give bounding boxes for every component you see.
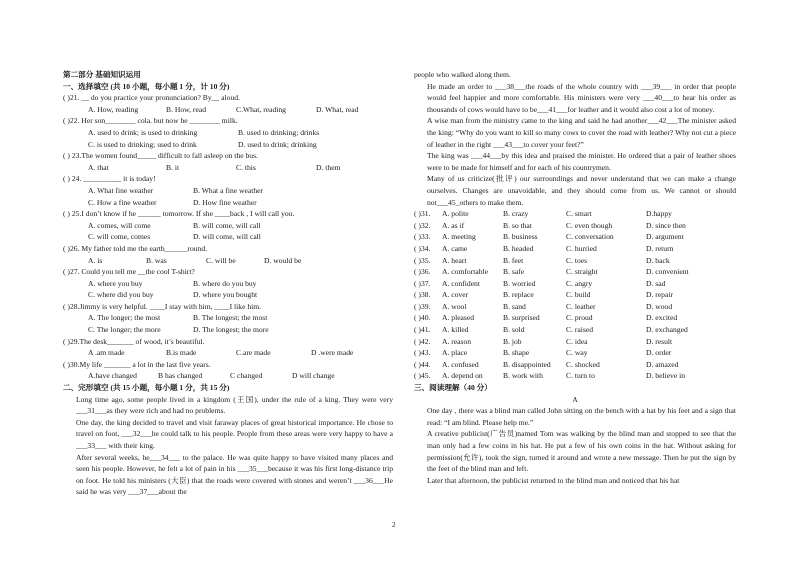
part-title: 第二部分 基础知识运用 <box>63 70 141 79</box>
option: C. even though <box>566 220 613 230</box>
reading-paragraph: A creative publicist(广告员)named Tom was walking by the blind man and stopped to see that the man only had a few coins in his hat. He put a few of his own coins in the hat. Without asking for permission(允许), took the sign, turned it around and wrote a new message. Then he put the sign by the feet of the blind man and left. <box>427 429 736 474</box>
cloze-option-row <box>414 347 736 359</box>
section-3-title: 三、阅读理解（40 分） <box>414 383 492 393</box>
option: B. worried <box>503 278 536 288</box>
options-27-ab <box>63 278 393 290</box>
option: B. was <box>146 255 167 265</box>
cloze-option-row <box>414 312 736 324</box>
option: B. disappointed <box>503 359 551 369</box>
reading-paragraph: One day , there was a blind man called John sitting on the bench with a hat by his feet and a sign that read: “I am blind. Please help me.” <box>427 406 736 427</box>
option: D. would be <box>264 255 302 265</box>
question-21: ( )21. __ do you practice your pronunciation? By__ aloud. <box>63 93 240 103</box>
option: B. work with <box>503 371 543 381</box>
option: B. The longest; the most <box>193 313 268 323</box>
option: A. killed <box>442 325 469 335</box>
cloze-option-row <box>414 231 736 243</box>
reading-paragraph: Later that afternoon, the publicist returned to the blind man and noticed that his hat <box>427 475 680 485</box>
option: C. way <box>566 348 588 358</box>
option: A. What fine weather <box>88 185 154 195</box>
option: C. smart <box>566 209 592 219</box>
option: B. feet <box>503 255 524 265</box>
option: D. sad <box>646 278 666 288</box>
option: D. will come, will call <box>193 232 261 242</box>
option: A. wool <box>442 301 467 311</box>
cloze-paragraph: He made an order to ___38___the roads of the whole country with ___39___ in order that people would feel happier and more comfortable. His ministers were very ___40___to hear his order as thousands of cows would have to be___41___for leather and it would also cost a lot of money. <box>427 81 736 114</box>
page-number: 2 <box>392 521 396 529</box>
options-25-ab <box>63 220 393 232</box>
options-25-cd <box>63 231 393 243</box>
option: B has changed <box>158 371 203 381</box>
cloze-paragraph: Long time ago, some people lived in a kingdom (王国), under the rule of a king. They were very ___31___as they were rich and had no problems. <box>76 394 393 416</box>
option: A. comes, will come <box>88 220 151 230</box>
option: D. order <box>646 348 672 358</box>
option: B. business <box>503 232 538 242</box>
options-22-ab <box>63 127 393 139</box>
option: A. confused <box>442 359 479 369</box>
option: C. conversation <box>566 232 614 242</box>
options-28-ab <box>63 312 393 324</box>
option: A. cover <box>442 290 469 300</box>
cloze-paragraph: A wise man from the ministry came to the king and said he had another___42___The minister asked the king: “Why do you want to kill so many cows to cover the road with leather? Why not cut a piece of leather in the right ___43___to cover your feet?” <box>427 116 736 149</box>
option: A. where you buy <box>88 278 143 288</box>
options-29 <box>63 347 393 359</box>
question-number: ( )32. <box>414 220 431 230</box>
options-21 <box>63 104 393 116</box>
question-23: ( ) 23.The women found_____ difficult to fall asleep on the bus. <box>63 151 258 161</box>
option: B. it <box>166 162 180 172</box>
option: A. place <box>442 348 468 358</box>
cloze-option-row <box>414 243 736 255</box>
option: A. pleased <box>442 313 475 323</box>
cloze-paragraph: After several weeks, he___34___ to the palace. He was quite happy to have visited many places and seen his people. However, he felt a lot of pain in his ___35___because it was his first long-distance trip on foot. He told his ministers (大臣) that the roads were covered with stones and weren’t ___36___He said he was very ___37___about the <box>76 452 393 497</box>
option: A. as if <box>442 220 465 230</box>
cloze-paragraph: Many of us criticize(批评) our surroundings and never understand that we can make a change ourselves. Changes are unavoidable, and they should come from us. We cannot or should not___45_others to make them. <box>427 174 736 207</box>
option: B. replace <box>503 290 534 300</box>
cloze-option-row <box>414 278 736 290</box>
option: A. reason <box>442 336 472 346</box>
option: D. back <box>646 255 670 265</box>
question-number: ( )40. <box>414 313 431 323</box>
question-number: ( )38. <box>414 290 431 300</box>
option: D. believe in <box>646 371 686 381</box>
cloze-option-row <box>414 301 736 313</box>
question-number: ( )42. <box>414 336 431 346</box>
option: D. wood <box>646 301 673 311</box>
cloze-option-row <box>414 220 736 232</box>
option: A. polite <box>442 209 469 219</box>
option: D .were made <box>311 348 354 358</box>
option: B. so that <box>503 220 532 230</box>
cloze-option-row <box>414 266 736 278</box>
cloze-option-row <box>414 289 736 301</box>
option: C.What, reading <box>236 104 286 114</box>
option: C. will be <box>206 255 236 265</box>
option: D. How fine weather <box>193 197 257 207</box>
option: D. result <box>646 336 673 346</box>
option: C. turn to <box>566 371 595 381</box>
option: B. shape <box>503 348 530 358</box>
option: B. What a fine weather <box>193 185 264 195</box>
cloze-option-row <box>414 359 736 371</box>
option: A. meeting <box>442 232 476 242</box>
option: B. where do you buy <box>193 278 257 288</box>
cloze-option-row <box>414 208 736 220</box>
options-23 <box>63 162 393 174</box>
cloze-option-row <box>414 336 736 348</box>
question-30: ( )30.My life _______ a lot in the last five years. <box>63 359 211 369</box>
question-number: ( )31. <box>414 209 431 219</box>
option: A. comfortable <box>442 267 488 277</box>
option: A. confident <box>442 278 480 288</box>
question-number: ( )39. <box>414 301 431 311</box>
option: D. argument <box>646 232 684 242</box>
option: C. this <box>236 162 256 172</box>
option: A. How, reading <box>88 104 139 114</box>
option: D.happy <box>646 209 672 219</box>
question-24: ( ) 24. __________ it is today! <box>63 174 156 184</box>
option: D will change <box>292 371 335 381</box>
question-number: ( )44. <box>414 359 431 369</box>
option: C. straight <box>566 267 598 277</box>
option: C. The longer; the more <box>88 325 161 335</box>
question-number: ( )35. <box>414 255 431 265</box>
option: C. leather <box>566 301 596 311</box>
options-24-ab <box>63 185 393 197</box>
option: C. How a fine weather <box>88 197 157 207</box>
question-number: ( )41. <box>414 325 431 335</box>
cloze-option-row <box>414 324 736 336</box>
option: C. build <box>566 290 591 300</box>
option: A. is <box>88 255 103 265</box>
options-26 <box>63 255 393 267</box>
section-1-title: 一、选择填空 (共 10 小题，每小题 1 分，计 10 分) <box>63 81 230 91</box>
option: C. raised <box>566 325 593 335</box>
question-27: ( )27. Could you tell me __the cool T-shirt? <box>63 267 195 277</box>
option: B. used to drinking; drinks <box>238 127 320 137</box>
option: C. shocked <box>566 359 600 369</box>
cloze-option-row <box>414 370 736 382</box>
option: D. them <box>316 162 341 172</box>
option: A. The longer; the most <box>88 313 161 323</box>
option: B. How, read <box>166 104 206 114</box>
question-22: ( )22. Her son________ cola. but now he ________ milk. <box>63 116 238 126</box>
cloze-continuation: people who walked along them. <box>414 70 511 79</box>
option: A.have changed <box>88 371 137 381</box>
passage-a-label: A <box>572 394 578 404</box>
option: D. amazed <box>646 359 679 369</box>
cloze-option-row <box>414 255 736 267</box>
option: A. depend on <box>442 371 483 381</box>
question-26: ( )26. My father told me the earth______round. <box>63 243 208 253</box>
option: D. What, read <box>316 104 359 114</box>
option: B. headed <box>503 243 534 253</box>
option: B.is made <box>166 348 197 358</box>
option: C. angry <box>566 278 593 288</box>
option: D. used to drink; drinking <box>238 139 317 149</box>
options-24-cd <box>63 197 393 209</box>
options-27-cd <box>63 289 393 301</box>
question-28: ( )28.Jimmy is very helpful. ____I stay with him, ____I like him. <box>63 301 262 311</box>
option: A. heart <box>442 255 467 265</box>
question-number: ( )45. <box>414 371 431 381</box>
option: B. sold <box>503 325 525 335</box>
option: D. excited <box>646 313 678 323</box>
option: A. came <box>442 243 468 253</box>
section-2-title: 二、完形填空 (共 15 小题，每小题 1 分，共 15 分) <box>63 383 230 393</box>
option: C. idea <box>566 336 588 346</box>
option: C. will come, comes <box>88 232 151 242</box>
option: C. toes <box>566 255 588 265</box>
left-column <box>63 69 393 498</box>
option: D. The longest; the more <box>193 325 269 335</box>
option: C. where did you buy <box>88 290 154 300</box>
options-22-cd <box>63 139 393 151</box>
option: B. crazy <box>503 209 529 219</box>
option: C changed <box>230 371 263 381</box>
option: D. where you bought <box>193 290 258 300</box>
option: B. will come, will call <box>193 220 261 230</box>
question-number: ( )34. <box>414 243 431 253</box>
option: B. safe <box>503 267 525 277</box>
question-number: ( )33. <box>414 232 431 242</box>
question-number: ( )43. <box>414 348 431 358</box>
option: D. return <box>646 243 674 253</box>
question-29: ( )29.The desk_______ of wood, it’s beautiful. <box>63 336 205 346</box>
question-number: ( )37. <box>414 278 431 288</box>
question-25: ( ) 25.I don’t know if he ______ tomorrow. If she ____back , I will call you. <box>63 209 295 219</box>
cloze-options-table <box>414 208 736 382</box>
option: C. is used to drinking; used to drink <box>88 139 197 149</box>
option: C. hurried <box>566 243 597 253</box>
cloze-paragraph: The king was ___44___by this idea and praised the minister. He ordered that a pair of leather shoes were to be made for himself and for each of his countrymen. <box>427 151 736 172</box>
right-column <box>414 69 736 486</box>
option: A .am made <box>88 348 125 358</box>
option: D. convenient <box>646 267 689 277</box>
option: D. exchanged <box>646 325 688 335</box>
question-number: ( )36. <box>414 267 431 277</box>
option: C.are made <box>236 348 271 358</box>
option: D. since then <box>646 220 686 230</box>
option: A. used to drink; is used to drinking <box>88 127 198 137</box>
option: B. job <box>503 336 522 346</box>
option: B. sand <box>503 301 526 311</box>
option: D. repair <box>646 290 673 300</box>
options-30 <box>63 370 393 382</box>
cloze-paragraph: One day, the king decided to travel and visit faraway places of great historical importance. He chose to travel on foot, ___32___he could talk to his people. People from these areas were very happy to have a ___33___ with their king. <box>76 417 393 450</box>
option: A. that <box>88 162 109 172</box>
option: C. proud <box>566 313 593 323</box>
options-28-cd <box>63 324 393 336</box>
option: B. surprised <box>503 313 540 323</box>
